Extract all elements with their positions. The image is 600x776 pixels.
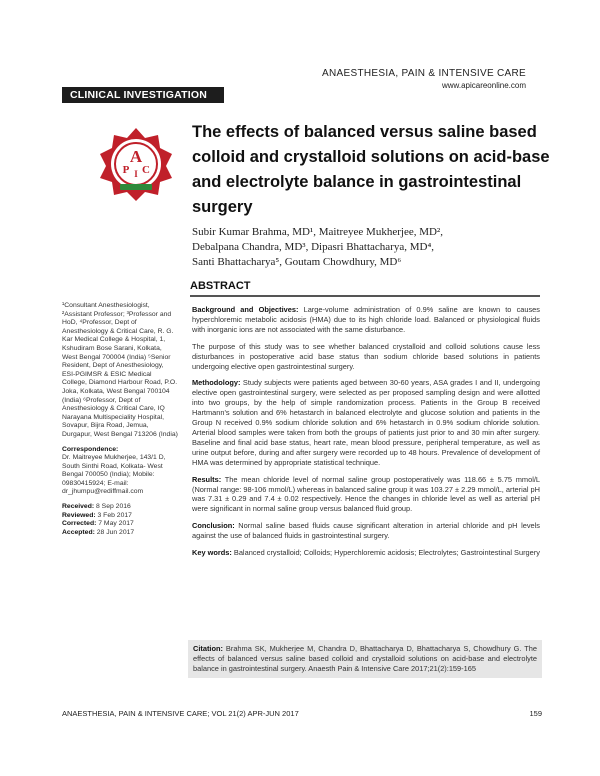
abstract-methodology [192, 378, 540, 467]
apic-logo [96, 126, 176, 202]
date-value: 8 Sep 2016 [96, 503, 131, 511]
conclusion-text: Normal saline based fluids cause significant alteration in arterial chloride and pH levels against the use of balanced fluids in gastrointestinal surgery. [192, 521, 540, 541]
svg-text:A: A [129, 147, 143, 166]
correspondence-heading: Correspondence: [62, 445, 119, 453]
citation-box [188, 640, 542, 678]
author-line: Debalpana Chandra, MD³, Dipasri Bhattacharya, MD⁴, [192, 241, 435, 253]
author-list [192, 225, 552, 270]
correspondence-text: Dr. Maitreyee Mukherjee, 143/1 D, South Sinthi Road, Kolkata- West Bengal 700050 (India); Mobile: 09830415924; E-mail: dr_jhumpu@rediffmail.com [62, 454, 166, 496]
date-corrected [62, 520, 178, 529]
date-value: 3 Feb 2017 [97, 511, 132, 519]
abstract-results [192, 475, 540, 515]
date-label: Reviewed: [62, 511, 96, 519]
article-dates [62, 503, 178, 537]
svg-text:I: I [134, 169, 138, 179]
date-accepted [62, 529, 178, 538]
keywords-label: Key words: [192, 548, 232, 558]
page-number: 159 [529, 709, 542, 718]
background-text: Large-volume administration of 0.9% saline are known to causes hyperchloremic metabolic acidosis (HMA) due to its high chloride load. Balanced or physiological fluids with inorganic ions are not associated with the same disturbance. [192, 305, 540, 334]
date-reviewed [62, 512, 178, 521]
abstract-background [192, 305, 540, 335]
paper-title: The effects of balanced versus saline based colloid and crystalloid solutions on acid-base and electrolyte balance in gastrointestinal surgery [192, 123, 550, 216]
conclusion-label: Conclusion: [192, 521, 235, 531]
svg-text:P: P [122, 164, 130, 176]
citation-text: Brahma SK, Mukherjee M, Chandra D, Bhattacharya D, Bhattacharya S, Chowdhury G. The effects of balanced versus saline based colloid and crystalloid solutions on acid-base and electrolyte balance in gastrointestinal surgery. Anaesth Pain & Intensive Care 2017;21(2):159-165 [193, 644, 537, 673]
abstract-keywords [192, 548, 540, 558]
results-label: Results: [192, 474, 222, 484]
affiliations: ¹Consultant Anesthesiologist, ²Assistant Professor; ³Professor and HoD, ⁴Professor, Dept of Anesthesiology & Critical Care, R. G. Kar Medical College & Hospital, 1, Kshudiram Bose Sarani, Kolkata, West Bengal 700004 (India) ⁵Senior Resident, Dept of Anesthesiology, ESI-PGIMSR & ESIC Medical College, Diamond Harbour Road, P.O. Joka, Kolkata, West Bengal 700104 (India) ⁶Professor, Dept of Anesthesiology & Critical Care, IQ Narayana Multispeciality Hospital, Sovapur, Bijra Road, Jemua, Durgapur, West Bengal 713206 (India) [62, 302, 178, 438]
author-line: Subir Kumar Brahma, MD¹, Maitreyee Mukherjee, MD², [192, 226, 443, 238]
author-line: Santi Bhattacharya⁵, Goutam Chowdhury, MD⁶ [192, 256, 402, 268]
sidebar-info [62, 302, 178, 537]
section-tag: CLINICAL INVESTIGATION [62, 87, 224, 103]
background-label: Background and Objectives: [192, 305, 299, 314]
results-text: The mean chloride level of normal saline group postoperatively was 118.66 ± 5.75 mmol/L (Normal range: 98-106 mmol/L) whereas in balanced saline group it was 103.27 ± 2.29 mmol/L, arterial pH was 7.31 ± 0.29 and 7.4 ± 0.02 respectively. Hence the changes in chloride level as well as arterial pH were significant in normal saline group versus balanced fluid group. [192, 474, 540, 514]
date-label: Received: [62, 503, 95, 511]
journal-website[interactable]: www.apicareonline.com [441, 81, 526, 90]
date-value: 28 Jun 2017 [96, 528, 135, 536]
abstract-purpose: The purpose of this study was to see whether balanced crystalloid and colloid solutions cause less disturbances in postoperative acid base status than sodium chloride based solutions in patients undergoing elective open gastrointestinal surgery. [192, 341, 540, 371]
date-received [62, 503, 178, 512]
methodology-label: Methodology: [192, 378, 241, 388]
abstract-body [192, 305, 540, 565]
svg-text:C: C [142, 164, 150, 176]
journal-name: ANAESTHESIA, PAIN & INTENSIVE CARE [322, 68, 526, 79]
journal-header [322, 68, 526, 90]
methodology-text: Study subjects were patients aged between 30-60 years, ASA grades I and II, undergoing elective open gastrointestinal surgery, were selected as per proposed sampling design and were allotted into two groups, by the help of simple randomization process. Patients in the Group B received Hartmann's solution and 6% hetastarch in balanced electrolyte and glucose solution and patients in the Group N received 0.9% sodium chloride solution and 6% hetastarch in 0.9% sodium chloride solution. Arterial blood samples were taken from both the groups of patients just prior to and 30 min after surgery. Baseline and final acid base status, heart rate, mean blood pressure, peripheral temperature, as well as urine output before, during and after surgery were recorded up to 48 hours. Prevalence of development of HMA was determined by appropriate statistical technique. [192, 378, 540, 467]
date-label: Corrected: [62, 520, 97, 528]
citation-label: Citation: [193, 644, 223, 653]
keywords-text: Balanced crystalloid; Colloids; Hyperchloremic acidosis; Electrolytes; Gastrointestinal Surgery [231, 548, 540, 558]
abstract-heading: ABSTRACT [190, 280, 540, 297]
date-value: 7 May 2017 [98, 520, 134, 528]
date-label: Accepted: [62, 528, 95, 536]
abstract-conclusion [192, 521, 540, 541]
footer-journal-issue: ANAESTHESIA, PAIN & INTENSIVE CARE; VOL 21(2) APR-JUN 2017 [62, 709, 299, 718]
